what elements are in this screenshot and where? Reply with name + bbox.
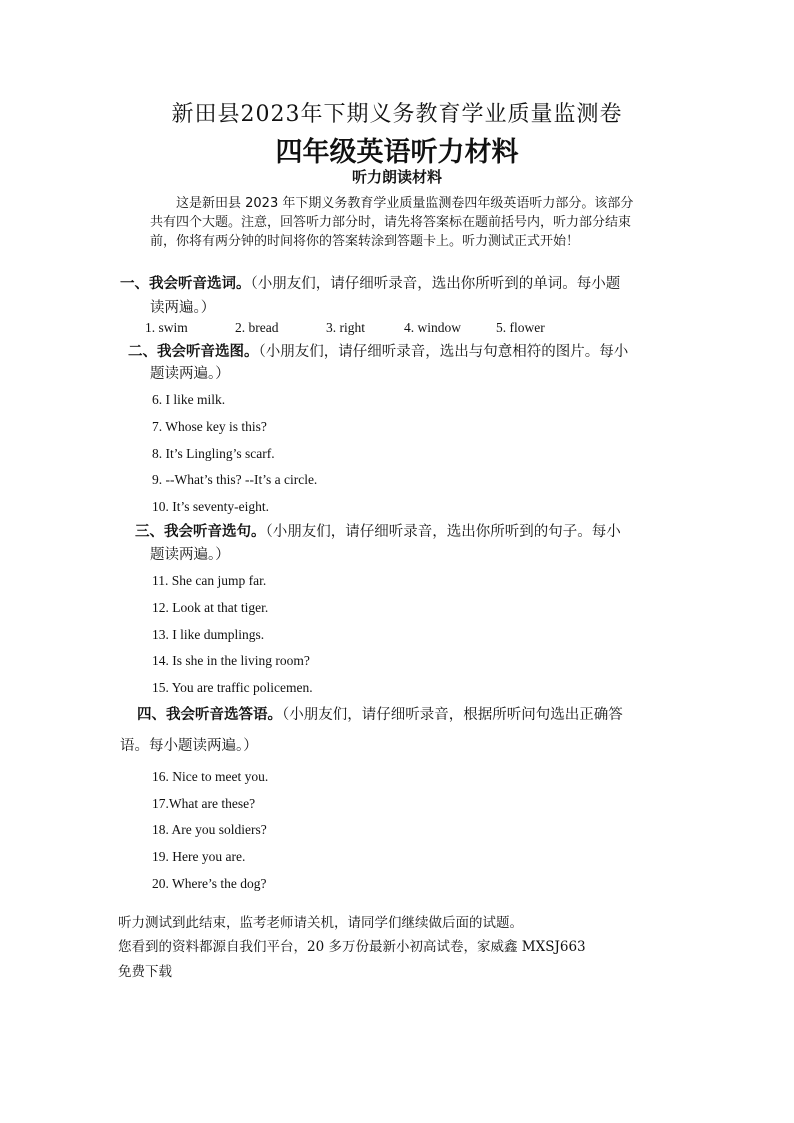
list-item: 15. You are traffic policemen. <box>152 680 313 695</box>
list-item: 11. She can jump far. <box>152 573 267 588</box>
section-1-heading: 一、我会听音选词。 <box>120 276 251 292</box>
list-item: 20. Where’s the dog? <box>152 876 267 891</box>
list-item: 12. Look at that tiger. <box>152 600 269 615</box>
section-3-note-2: 题读两遍。） <box>150 547 230 563</box>
section-1-note: （小朋友们，请仔细听录音，选出你所听到的单词。每小题 <box>250 276 621 292</box>
list-item: 3. right <box>326 320 365 335</box>
list-item: 6. I like milk. <box>152 392 226 407</box>
list-item: 19. Here you are. <box>152 849 246 864</box>
section-4-note-2: 语。每小题读两遍。） <box>120 738 258 754</box>
list-item: 13. I like dumplings. <box>152 627 265 642</box>
list-item: 14. Is she in the living room? <box>152 653 310 668</box>
list-item: 2. bread <box>235 320 279 335</box>
section-4-note: （小朋友们，请仔细听录音，根据所听问句选出正确答 <box>282 707 623 723</box>
list-item: 8. It’s Lingling’s scarf. <box>152 446 275 461</box>
footer-line-2: 您看到的资料都源自我们平台，20 多万份最新小初高试卷，家威鑫 MXSJ663 <box>118 939 586 955</box>
word-list <box>145 320 545 336</box>
section-1-line-1 <box>120 272 620 293</box>
list-item: 16. Nice to meet you. <box>152 769 269 784</box>
section-3-line-1 <box>135 520 621 541</box>
section-1-note-2: 读两遍。） <box>150 300 216 316</box>
section-4-heading: 四、我会听音选答语。 <box>137 707 282 723</box>
list-item: 17.What are these? <box>152 796 256 811</box>
section-label: 听力朗读材料 <box>351 168 442 186</box>
list-item: 5. flower <box>496 320 545 335</box>
section-3-heading: 三、我会听音选句。 <box>135 524 266 540</box>
section-2-line-1 <box>128 340 628 361</box>
exam-title: 新田县2023年下期义务教育学业质量监测卷 <box>171 102 623 127</box>
section-4-line-1 <box>137 703 623 724</box>
intro-line-2: 共有四个大题。注意，回答听力部分时，请先将答案标在题前括号内，听力部分结束 <box>150 215 632 230</box>
footer-line-1: 听力测试到此结束，监考老师请关机，请同学们继续做后面的试题。 <box>118 915 523 931</box>
list-item: 9. --What’s this? --It’s a circle. <box>152 472 318 487</box>
list-item: 1. swim <box>145 320 188 335</box>
section-2-heading: 二、我会听音选图。 <box>128 344 259 360</box>
section-2-note-2: 题读两遍。） <box>150 366 230 382</box>
section-2-note: （小朋友们，请仔细听录音，选出与句意相符的图片。每小 <box>258 344 629 360</box>
footer-line-3: 免费下载 <box>118 964 172 980</box>
list-item: 10. It’s seventy-eight. <box>152 499 269 514</box>
list-item: 18. Are you soldiers? <box>152 822 267 837</box>
list-item: 4. window <box>404 320 461 335</box>
section-3-note: （小朋友们，请仔细听录音，选出你所听到的句子。每小 <box>265 524 621 540</box>
list-item: 7. Whose key is this? <box>152 419 267 434</box>
exam-subtitle: 四年级英语听力材料 <box>275 137 519 168</box>
intro-line-1: 这是新田县 2023 年下期义务教育学业质量监测卷四年级英语听力部分。该部分 <box>176 196 634 211</box>
intro-line-3: 前，你将有两分钟的时间将你的答案转涂到答题卡上。听力测试正式开始！ <box>150 234 580 249</box>
